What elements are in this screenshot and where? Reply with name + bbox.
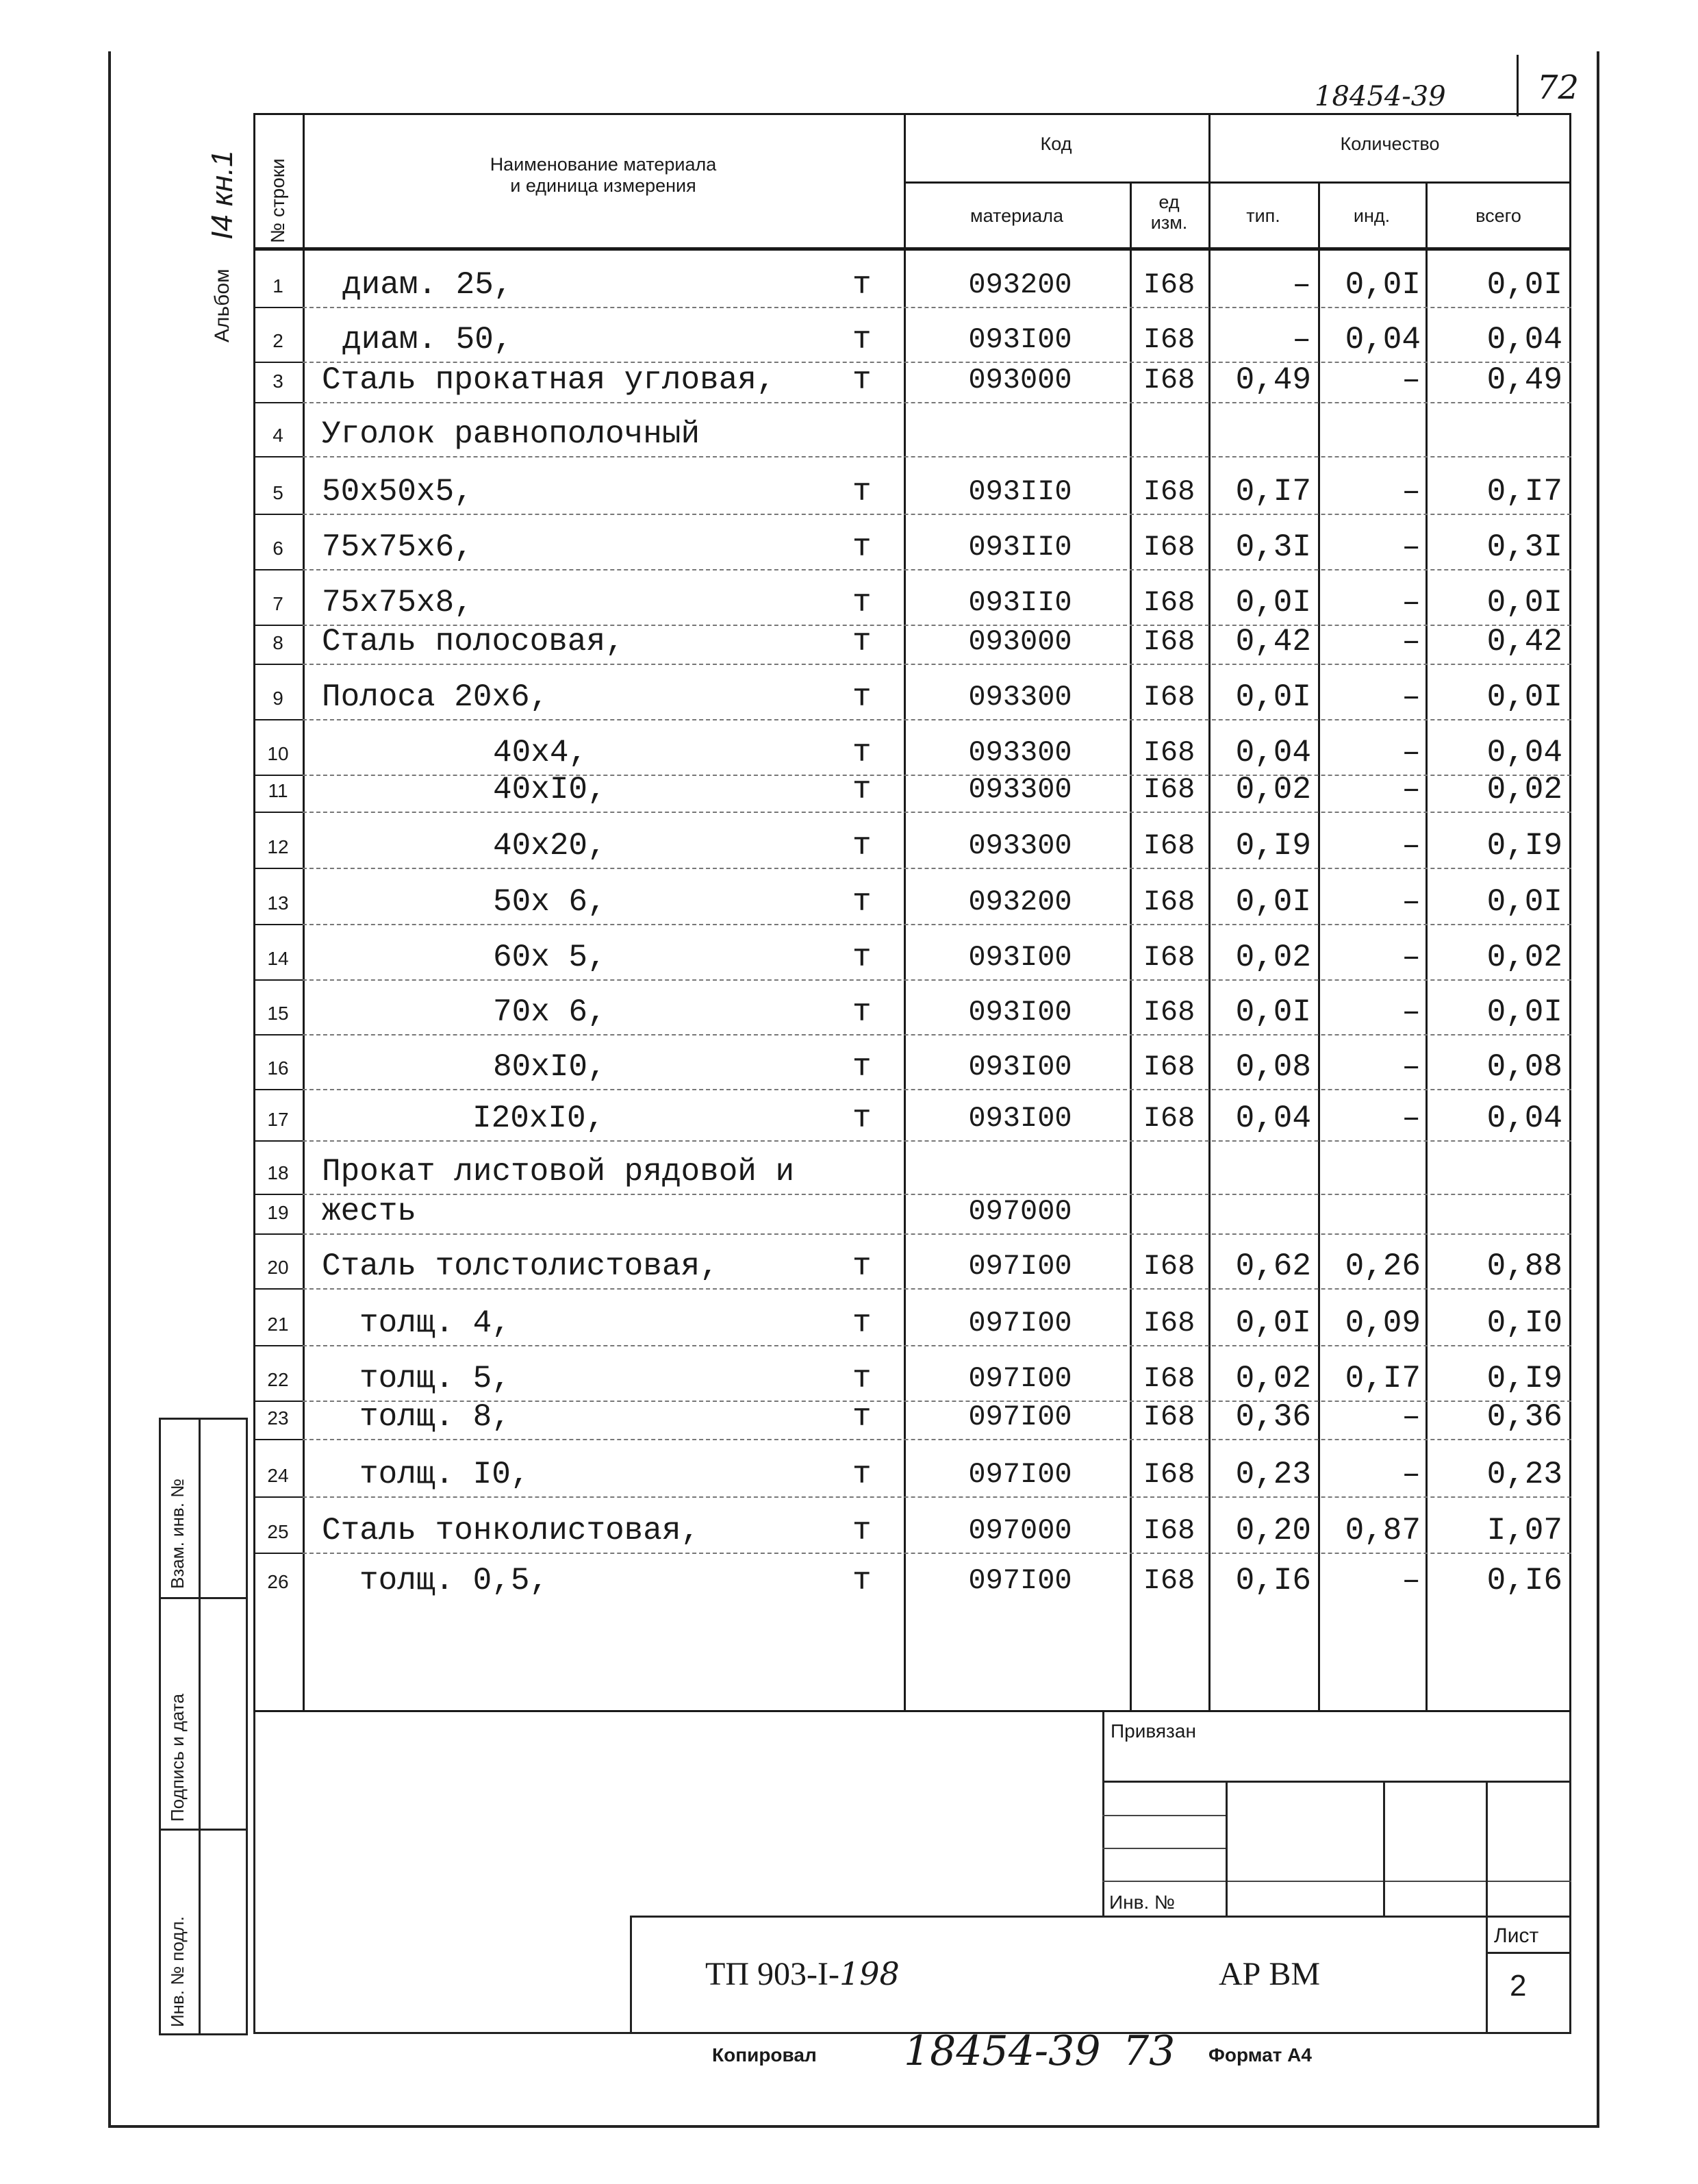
table-row-number: 9	[273, 688, 283, 709]
qty-ind: 0,04	[1345, 322, 1421, 357]
qty-ind: –	[1402, 1049, 1421, 1085]
unit: т	[852, 1563, 872, 1598]
qty-typ: 0,62	[1235, 1248, 1311, 1284]
qty-ind: –	[1402, 362, 1421, 398]
qty-total: 0,88	[1486, 1248, 1562, 1284]
unit: т	[852, 585, 872, 620]
material-code: 093II0	[968, 586, 1072, 619]
row-sep	[303, 1496, 1571, 1498]
material-code: 097I00	[968, 1458, 1072, 1491]
unit: т	[852, 624, 872, 660]
qty-typ: 0,36	[1235, 1399, 1311, 1435]
doc-code-print: ТП 903-I-	[705, 1956, 839, 1992]
row-sep	[303, 1439, 1571, 1440]
unit: т	[852, 1513, 872, 1548]
row-num-sep	[253, 1089, 303, 1090]
row-num-sep	[253, 456, 303, 457]
stamp-left-line	[253, 1712, 255, 2034]
table-row-number: 5	[273, 482, 283, 503]
material-name: Сталь тонколистовая,	[322, 1513, 700, 1548]
row-sep	[303, 924, 1571, 925]
qty-typ: 0,04	[1235, 735, 1311, 770]
table-row-number: 11	[268, 780, 288, 801]
qty-ind: –	[1402, 994, 1421, 1030]
header-code-material: материала	[970, 205, 1063, 226]
material-code: 097I00	[968, 1401, 1072, 1433]
table-row-number: 10	[267, 743, 289, 764]
qty-typ: 0,0I	[1235, 884, 1311, 920]
table-col-line	[1318, 181, 1320, 1712]
qty-total: 0,I7	[1486, 474, 1562, 510]
qty-ind: –	[1402, 772, 1421, 807]
material-code: 097I00	[968, 1362, 1072, 1395]
qty-ind: 0,0I	[1345, 267, 1421, 303]
left-stamp-sep1	[159, 1597, 246, 1599]
material-code: 093300	[968, 736, 1072, 769]
inv-podl-label: Инв. № подл.	[167, 1916, 188, 2027]
unit: т	[852, 772, 872, 807]
row-sep	[303, 1345, 1571, 1346]
unit: т	[852, 828, 872, 864]
qty-ind: –	[1402, 828, 1421, 864]
unit: т	[852, 474, 872, 510]
material-name: I20xI0,	[472, 1101, 605, 1136]
unit: т	[852, 1305, 872, 1341]
table-row-number: 26	[267, 1571, 289, 1592]
material-name: Сталь прокатная угловая,	[322, 362, 776, 398]
qty-typ: 0,04	[1235, 1101, 1311, 1136]
table-row-number: 23	[267, 1407, 289, 1429]
qty-total: 0,02	[1486, 772, 1562, 807]
qty-total: 0,42	[1486, 624, 1562, 660]
row-sep	[303, 1233, 1571, 1235]
qty-ind: –	[1402, 529, 1421, 565]
left-stamp-divider	[199, 1418, 201, 2034]
unit-code: I68	[1143, 773, 1195, 806]
row-sep	[303, 402, 1571, 403]
list-left-line	[1486, 1916, 1488, 2034]
row-num-sep	[253, 1439, 303, 1440]
qty-total: 0,02	[1486, 940, 1562, 975]
material-code: 093200	[968, 886, 1072, 918]
unit: т	[852, 322, 872, 357]
header-code: Код	[1040, 134, 1072, 154]
vzam-inv-label: Взам. инв. №	[167, 1478, 188, 1589]
qty-ind: 0,87	[1345, 1513, 1421, 1548]
unit-code: I68	[1143, 736, 1195, 769]
row-sep	[303, 812, 1571, 813]
qty-typ: 0,I6	[1235, 1563, 1311, 1598]
qty-total: 0,0I	[1486, 994, 1562, 1030]
material-code: 093300	[968, 681, 1072, 714]
table-row-number: 18	[267, 1162, 289, 1183]
qty-ind: –	[1402, 1563, 1421, 1598]
unit-code: I68	[1143, 1362, 1195, 1395]
unit-code: I68	[1143, 475, 1195, 508]
header-q-ind: инд.	[1353, 205, 1391, 226]
qty-typ: 0,0I	[1235, 1305, 1311, 1341]
row-num-sep	[253, 514, 303, 515]
qty-typ: 0,49	[1235, 362, 1311, 398]
qty-ind: –	[1402, 474, 1421, 510]
row-sep	[303, 456, 1571, 457]
table-row-number: 20	[267, 1257, 289, 1278]
kopiroval-label: Копировал	[712, 2044, 817, 2066]
material-name: жесть	[322, 1194, 417, 1229]
qty-ind: –	[1402, 1101, 1421, 1136]
unit-code: I68	[1143, 1051, 1195, 1083]
unit-code: I68	[1143, 1307, 1195, 1340]
header-quantity: Количество	[1340, 134, 1440, 154]
material-code: 097I00	[968, 1307, 1072, 1340]
unit: т	[852, 1049, 872, 1085]
row-num-sep	[253, 307, 303, 308]
qty-typ: 0,02	[1235, 940, 1311, 975]
header-q-total: всего	[1475, 205, 1521, 226]
material-name: толщ. 0,5,	[359, 1563, 549, 1598]
qty-total: 0,23	[1486, 1457, 1562, 1492]
table-row-number: 3	[273, 371, 283, 392]
unit-code: I68	[1143, 1458, 1195, 1491]
row-sep	[303, 868, 1571, 869]
unit-code: I68	[1143, 531, 1195, 564]
qty-typ: –	[1292, 267, 1311, 303]
doc-code-hand: 198	[839, 1955, 900, 1992]
row-num-sep	[253, 812, 303, 813]
side-album-label: Альбом	[211, 268, 233, 342]
table-row-number: 24	[267, 1465, 289, 1486]
material-name: 75x75x8,	[322, 585, 473, 620]
header-q-typ: тип.	[1246, 205, 1280, 226]
unit: т	[852, 362, 872, 398]
qty-typ: 0,3I	[1235, 529, 1311, 565]
row-num-sep	[253, 979, 303, 981]
header-name-line1: Наименование материала	[490, 154, 717, 175]
qty-total: 0,08	[1486, 1049, 1562, 1085]
row-num-sep	[253, 924, 303, 925]
qty-ind: –	[1402, 585, 1421, 620]
table-row-number: 2	[273, 330, 283, 351]
row-num-sep	[253, 1288, 303, 1290]
row-sep	[303, 307, 1571, 308]
table-row-number: 14	[267, 948, 289, 969]
unit-code: I68	[1143, 829, 1195, 862]
row-sep	[303, 979, 1571, 981]
material-code: 093I00	[968, 1102, 1072, 1135]
material-code: 097000	[968, 1514, 1072, 1547]
material-code: 093I00	[968, 323, 1072, 356]
materials-table	[253, 113, 1571, 1712]
row-sep	[303, 664, 1571, 665]
unit: т	[852, 735, 872, 770]
unit-code: I68	[1143, 996, 1195, 1029]
format-label: Формат А4	[1208, 2044, 1312, 2066]
qty-ind: –	[1402, 679, 1421, 715]
qty-total: 0,04	[1486, 1101, 1562, 1136]
material-code: 093I00	[968, 1051, 1072, 1083]
material-name: 70x 6,	[493, 994, 607, 1030]
material-name: Прокат листовой рядовой и	[322, 1154, 795, 1190]
qty-typ: 0,08	[1235, 1049, 1311, 1085]
qty-ind: –	[1402, 940, 1421, 975]
privyazan-label: Привязан	[1111, 1720, 1196, 1742]
unit: т	[852, 994, 872, 1030]
material-code: 097000	[968, 1195, 1072, 1228]
qty-total: 0,0I	[1486, 585, 1562, 620]
material-name: 50x 6,	[493, 884, 607, 920]
qty-total: 0,I6	[1486, 1563, 1562, 1598]
material-name: толщ. I0,	[359, 1457, 530, 1492]
row-num-sep	[253, 1345, 303, 1346]
unit-code: I68	[1143, 886, 1195, 918]
header-row-no: № строки	[267, 158, 288, 243]
privyazan-row2	[1102, 1848, 1226, 1849]
qty-total: 0,36	[1486, 1399, 1562, 1435]
table-row-number: 25	[267, 1521, 289, 1542]
qty-total: 0,I9	[1486, 1361, 1562, 1396]
row-num-sep	[253, 625, 303, 626]
material-code: 093000	[968, 625, 1072, 658]
title-left-line	[630, 1916, 632, 2034]
qty-ind: –	[1402, 1399, 1421, 1435]
unit-code: I68	[1143, 1401, 1195, 1433]
table-row-number: 7	[273, 593, 283, 614]
unit-code: I68	[1143, 941, 1195, 974]
qty-ind: 0,09	[1345, 1305, 1421, 1341]
header-code-unit	[1130, 192, 1208, 233]
qty-ind: 0,I7	[1345, 1361, 1421, 1396]
stamp-right-line	[1569, 1712, 1571, 2034]
row-num-sep	[253, 1194, 303, 1195]
unit-code: I68	[1143, 323, 1195, 356]
section-code: АР ВМ	[1219, 1956, 1321, 1992]
material-code: 093I00	[968, 941, 1072, 974]
qty-ind: –	[1402, 884, 1421, 920]
row-sep	[303, 1089, 1571, 1090]
privyazan-row1	[1102, 1815, 1226, 1816]
sheet-number-divider	[1517, 55, 1519, 116]
table-row-number: 22	[267, 1369, 289, 1390]
row-num-sep	[253, 1553, 303, 1554]
material-code: 093200	[968, 268, 1072, 301]
material-name: Уголок равнополочный	[322, 416, 700, 452]
row-sep	[303, 719, 1571, 720]
row-num-sep	[253, 1496, 303, 1498]
unit: т	[852, 884, 872, 920]
qty-typ: 0,20	[1235, 1513, 1311, 1548]
unit-code: I68	[1143, 364, 1195, 397]
title-top-line	[630, 1916, 1571, 1918]
row-num-sep	[253, 1233, 303, 1235]
qty-total: 0,49	[1486, 362, 1562, 398]
material-name: диам. 25,	[342, 267, 513, 303]
table-row-number: 13	[267, 892, 289, 914]
inv-no-label: Инв. №	[1109, 1892, 1176, 1913]
table-col-line	[303, 113, 305, 1712]
row-num-sep	[253, 1401, 303, 1402]
table-row-number: 19	[267, 1202, 289, 1223]
unit: т	[852, 1248, 872, 1284]
unit: т	[852, 1457, 872, 1492]
row-sep	[303, 1288, 1571, 1290]
material-name: диам. 50,	[342, 322, 513, 357]
material-name: 40xI0,	[493, 772, 607, 807]
material-code: 093000	[968, 364, 1072, 397]
footer-page-number: 73	[1123, 2027, 1176, 2075]
unit-code: I68	[1143, 268, 1195, 301]
header-unit-line2: изм.	[1150, 212, 1188, 233]
material-name: толщ. 4,	[359, 1305, 511, 1341]
qty-typ: 0,I9	[1235, 828, 1311, 864]
row-num-sep	[253, 1140, 303, 1142]
doc-code	[705, 1955, 900, 1993]
row-num-sep	[253, 868, 303, 869]
unit: т	[852, 1361, 872, 1396]
qty-typ: 0,02	[1235, 772, 1311, 807]
privyazan-col2	[1383, 1781, 1385, 1918]
header-unit-line1: ед	[1158, 192, 1180, 212]
table-row-number: 21	[267, 1314, 289, 1335]
privyazan-row3	[1102, 1881, 1571, 1882]
privyazan-line	[1102, 1781, 1571, 1783]
unit-code: I68	[1143, 1564, 1195, 1597]
row-num-sep	[253, 362, 303, 363]
table-row-number: 15	[267, 1003, 289, 1024]
table-col-line	[904, 113, 906, 1712]
header-bottom-line	[253, 247, 1571, 251]
material-code: 093I00	[968, 996, 1072, 1029]
header-name-line2: и единица измерения	[510, 175, 696, 196]
list-label: Лист	[1494, 1924, 1539, 1947]
list-value: 2	[1510, 1969, 1527, 2003]
qty-typ: 0,23	[1235, 1457, 1311, 1492]
row-num-sep	[253, 775, 303, 776]
material-name: 60x 5,	[493, 940, 607, 975]
qty-total: 0,I9	[1486, 828, 1562, 864]
row-sep	[303, 1140, 1571, 1142]
table-row-number: 1	[273, 275, 283, 297]
top-archive-number: 18454-39	[1315, 81, 1446, 112]
material-code: 093300	[968, 773, 1072, 806]
material-name: 40x4,	[493, 735, 588, 770]
material-code: 093II0	[968, 475, 1072, 508]
qty-typ: 0,42	[1235, 624, 1311, 660]
privyazan-col1	[1226, 1781, 1228, 1918]
qty-total: 0,04	[1486, 322, 1562, 357]
material-name: 40x20,	[493, 828, 607, 864]
row-num-sep	[253, 719, 303, 720]
table-row-number: 12	[267, 836, 289, 857]
row-sep	[303, 514, 1571, 515]
unit: т	[852, 940, 872, 975]
unit-code: I68	[1143, 681, 1195, 714]
row-sep	[303, 1553, 1571, 1554]
qty-ind: –	[1402, 624, 1421, 660]
qty-typ: 0,I7	[1235, 474, 1311, 510]
material-code: 093300	[968, 829, 1072, 862]
table-row-number: 8	[273, 632, 283, 653]
material-name: 75x75x6,	[322, 529, 473, 565]
qty-typ: 0,0I	[1235, 679, 1311, 715]
unit: т	[852, 679, 872, 715]
row-num-sep	[253, 664, 303, 665]
row-num-sep	[253, 402, 303, 403]
header-sub-line	[904, 181, 1571, 184]
material-name: Сталь полосовая,	[322, 624, 624, 660]
header-name	[303, 154, 904, 197]
material-code: 097I00	[968, 1250, 1072, 1283]
list-sep-line	[1486, 1952, 1571, 1954]
unit: т	[852, 1399, 872, 1435]
qty-total: 0,3I	[1486, 529, 1562, 565]
row-num-sep	[253, 1034, 303, 1035]
qty-total: 0,I0	[1486, 1305, 1562, 1341]
qty-ind: –	[1402, 735, 1421, 770]
qty-ind: –	[1402, 1457, 1421, 1492]
qty-typ: 0,02	[1235, 1361, 1311, 1396]
qty-typ: 0,0I	[1235, 585, 1311, 620]
qty-typ: –	[1292, 322, 1311, 357]
material-name: толщ. 5,	[359, 1361, 511, 1396]
unit-code: I68	[1143, 1102, 1195, 1135]
qty-typ: 0,0I	[1235, 994, 1311, 1030]
unit-code: I68	[1143, 1514, 1195, 1547]
material-code: 097I00	[968, 1564, 1072, 1597]
left-stamp-sep2	[159, 1829, 246, 1831]
footer-archive-number: 18454-39	[904, 2027, 1101, 2075]
unit: т	[852, 529, 872, 565]
side-book-label: I4 кн.1	[205, 150, 239, 240]
material-name: Полоса 20x6,	[322, 679, 549, 715]
qty-total: I,07	[1486, 1513, 1562, 1548]
qty-total: 0,0I	[1486, 267, 1562, 303]
table-row-number: 4	[273, 425, 283, 446]
material-code: 093II0	[968, 531, 1072, 564]
qty-total: 0,04	[1486, 735, 1562, 770]
table-row-number: 17	[267, 1109, 289, 1130]
unit: т	[852, 267, 872, 303]
row-sep	[303, 569, 1571, 570]
unit-code: I68	[1143, 586, 1195, 619]
unit: т	[852, 1101, 872, 1136]
unit-code: I68	[1143, 1250, 1195, 1283]
title-block	[253, 1712, 1571, 2034]
left-margin-stamp	[159, 1418, 246, 2034]
unit-code: I68	[1143, 625, 1195, 658]
sheet-number: 72	[1537, 68, 1580, 107]
row-sep	[303, 1034, 1571, 1035]
material-name: 50x50x5,	[322, 474, 473, 510]
qty-total: 0,0I	[1486, 884, 1562, 920]
qty-ind: 0,26	[1345, 1248, 1421, 1284]
material-name: Сталь толстолистовая,	[322, 1248, 719, 1284]
privyazan-col3	[1486, 1781, 1488, 1918]
podpis-data-label: Подпись и дата	[167, 1693, 188, 1822]
qty-total: 0,0I	[1486, 679, 1562, 715]
material-name: толщ. 8,	[359, 1399, 511, 1435]
table-row-number: 16	[267, 1057, 289, 1079]
row-num-sep	[253, 569, 303, 570]
table-row-number: 6	[273, 538, 283, 559]
material-name: 80xI0,	[493, 1049, 607, 1085]
